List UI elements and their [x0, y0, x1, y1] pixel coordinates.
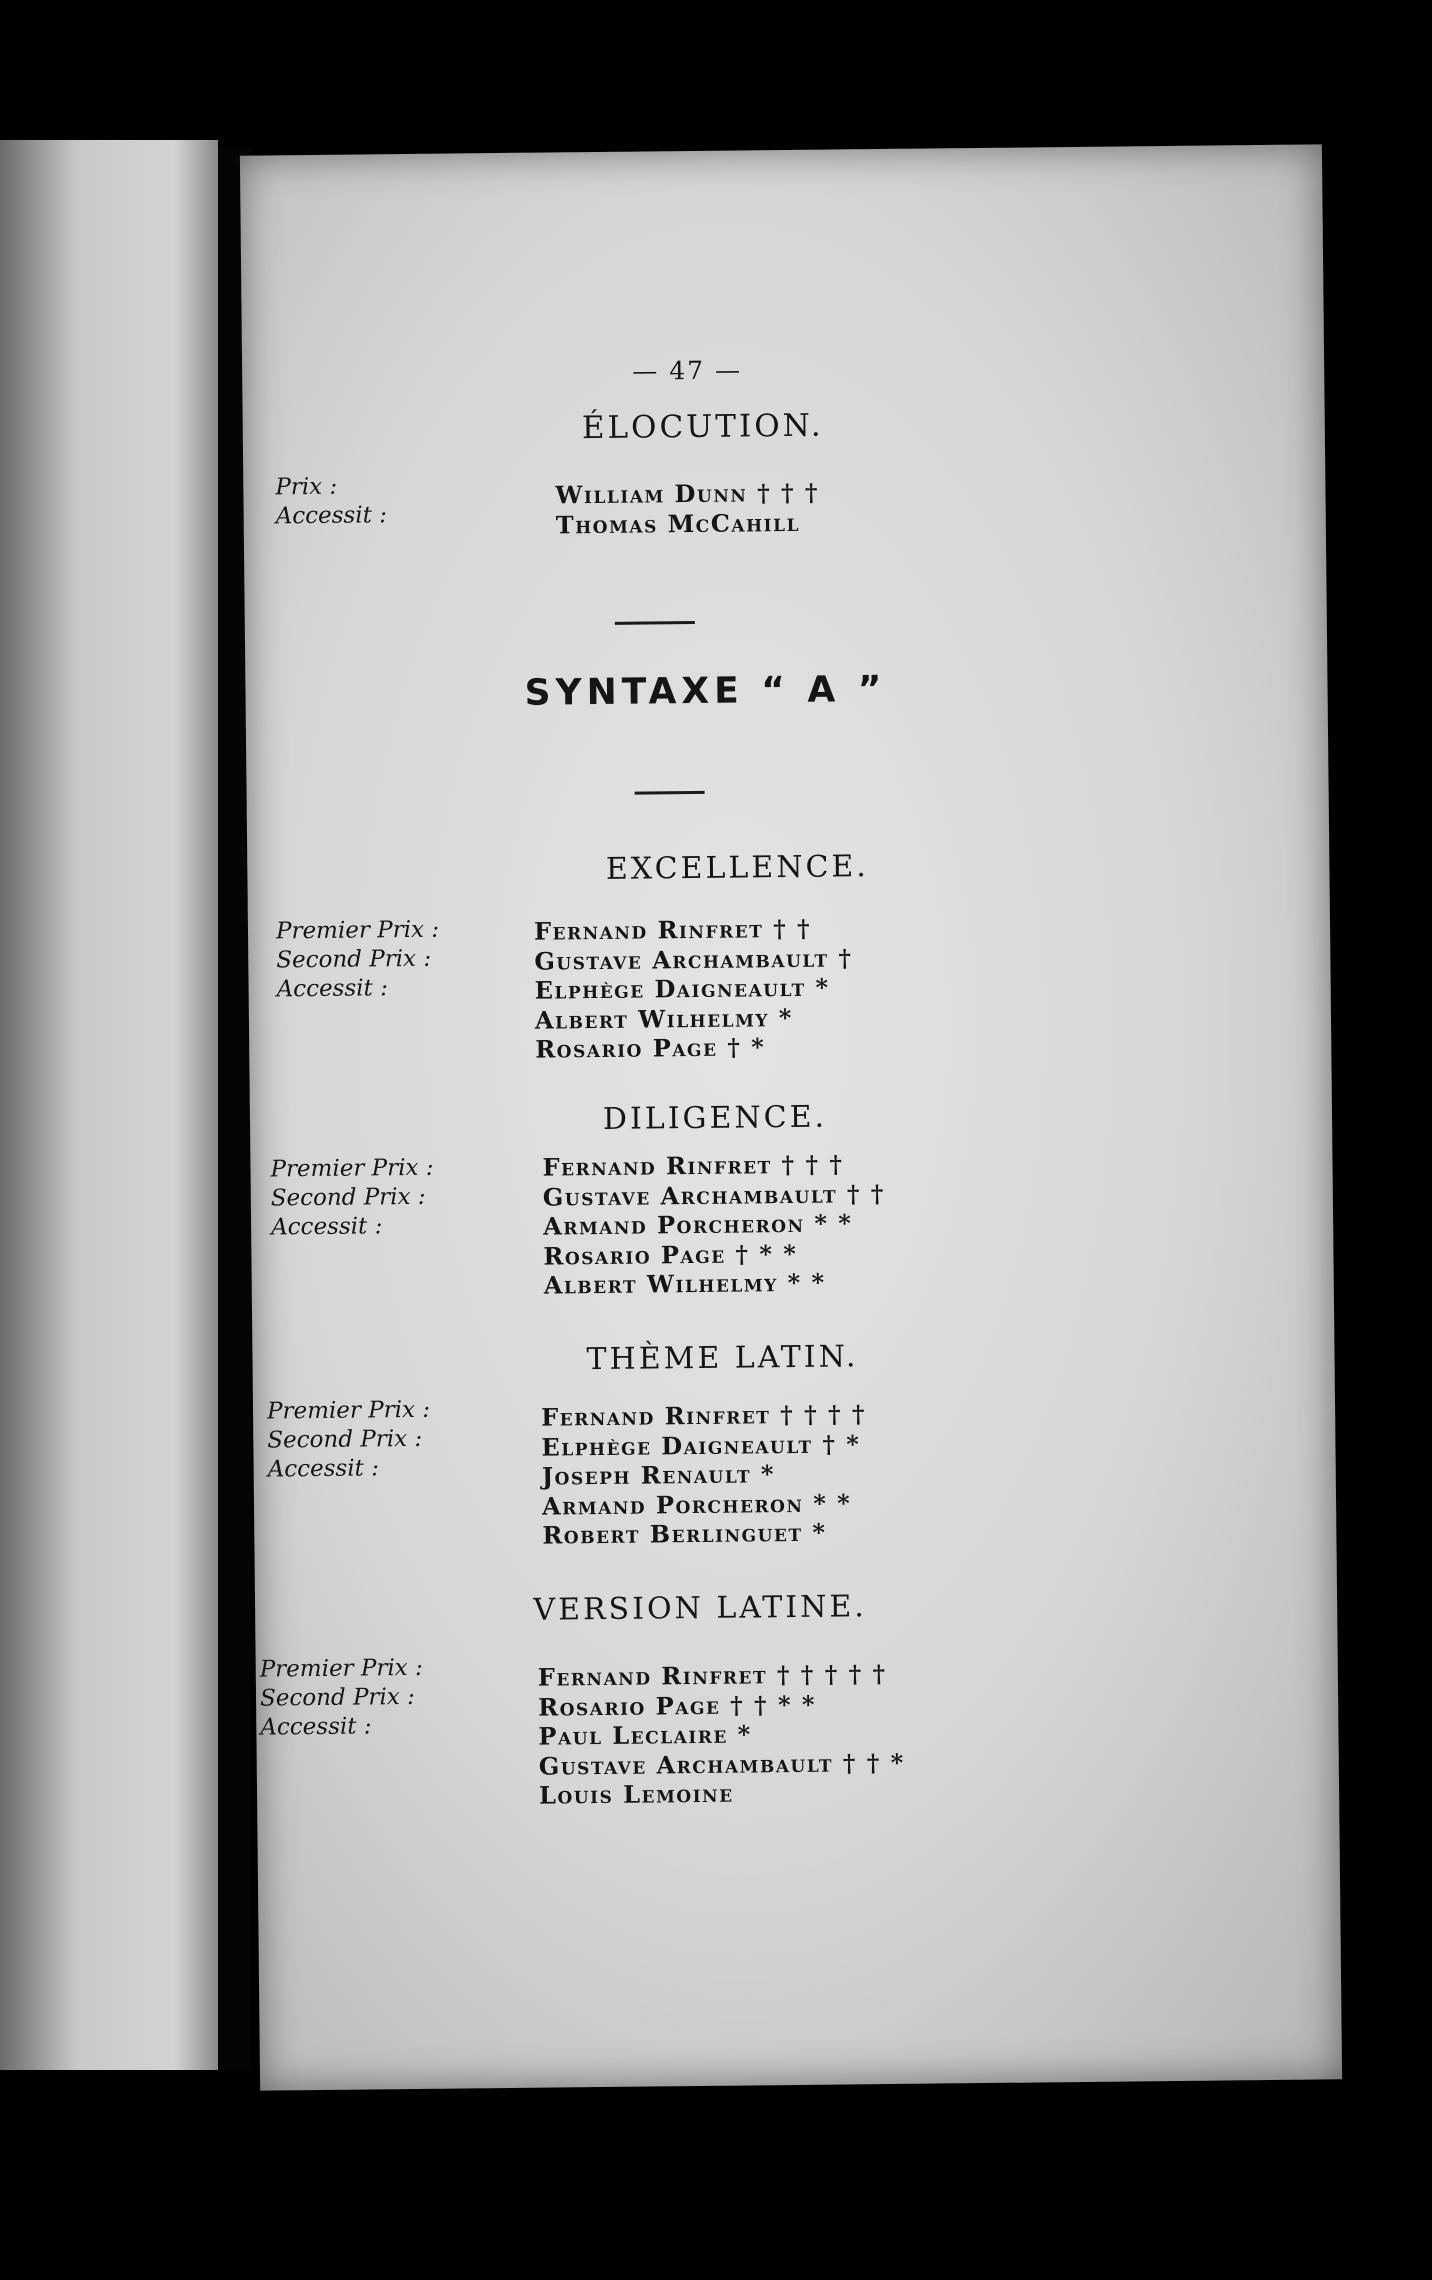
winner-name: Elphège Daigneault † * — [541, 1428, 861, 1462]
winner-name: Elphège Daigneault * — [534, 972, 830, 1005]
winner-list-diligence — [542, 1149, 886, 1300]
winner-name: Louis Lemoine — [538, 1778, 734, 1810]
winner-name: Gustave Archambault † — [534, 942, 853, 976]
winner-name: Paul Leclaire * — [538, 1719, 752, 1751]
winner-name: Albert Wilhelmy * — [534, 1002, 794, 1035]
winner-name: Gustave Archambault † † * — [538, 1747, 905, 1781]
winner-name: Fernand Rinfret † † † † † — [537, 1659, 887, 1692]
winner-name: Rosario Page † * — [535, 1032, 766, 1064]
winner-list-excellence — [534, 913, 854, 1064]
section-title-version-latine: VERSION LATINE. — [533, 1589, 868, 1628]
section-title-diligence: DILIGENCE. — [602, 1099, 828, 1137]
winner-name: Fernand Rinfret † † † — [542, 1149, 844, 1182]
document-page — [240, 144, 1342, 2090]
prize-label: Premier Prix : — [270, 1154, 434, 1183]
winner-name: Rosario Page † * * — [543, 1238, 798, 1271]
winner-name: Thomas McCahill — [555, 507, 801, 539]
winner-list-theme-latin — [541, 1399, 867, 1550]
prize-labels-excellence — [276, 916, 440, 1005]
prize-label: Second Prix : — [276, 945, 432, 974]
prize-label: Accessit : — [270, 1213, 383, 1241]
divider-rule — [615, 621, 695, 625]
winner-name: Gustave Archambault † † — [542, 1178, 885, 1212]
prize-labels-theme-latin — [267, 1396, 431, 1485]
prize-labels-version-latine — [260, 1654, 424, 1743]
facing-page-edge — [0, 140, 218, 2070]
class-heading: SYNTAXE “ A ” — [524, 668, 887, 714]
prize-label: Second Prix : — [259, 1683, 415, 1712]
prize-label: Premier Prix : — [275, 916, 440, 945]
winner-name: William Dunn † † † — [555, 477, 820, 510]
prize-label: Prix : — [275, 473, 338, 501]
winner-list-elocution — [555, 478, 819, 540]
prize-label: Accessit : — [260, 1713, 372, 1741]
prize-label: Premier Prix : — [266, 1396, 431, 1425]
winner-name: Fernand Rinfret † † † † — [540, 1399, 867, 1432]
prize-labels-elocution — [275, 472, 387, 531]
page-number: — 47 — — [632, 355, 743, 386]
prize-label: Accessit : — [267, 1455, 380, 1483]
prize-label: Second Prix : — [267, 1425, 423, 1454]
prize-labels-diligence — [270, 1154, 434, 1243]
prize-label: Accessit : — [275, 502, 388, 530]
winner-name: Albert Wilhelmy * * — [543, 1267, 826, 1300]
winner-name: Armand Porcheron * * — [541, 1487, 852, 1521]
prize-label: Premier Prix : — [259, 1654, 423, 1683]
prize-label: Second Prix : — [270, 1183, 426, 1212]
winner-name: Rosario Page † † * * — [538, 1689, 817, 1722]
section-title-theme-latin: THÈME LATIN. — [586, 1339, 859, 1378]
section-title-excellence: EXCELLENCE. — [605, 849, 870, 887]
winner-name: Robert Berlinguet * — [542, 1517, 827, 1550]
divider-rule — [635, 791, 705, 795]
winner-list-version-latine — [538, 1659, 905, 1810]
winner-name: Armand Porcheron * * — [542, 1208, 853, 1241]
winner-name: Fernand Rinfret † † — [533, 913, 812, 946]
winner-name: Joseph Renault * — [541, 1459, 776, 1491]
section-title-elocution: ÉLOCUTION. — [581, 407, 824, 447]
prize-label: Accessit : — [276, 975, 389, 1003]
